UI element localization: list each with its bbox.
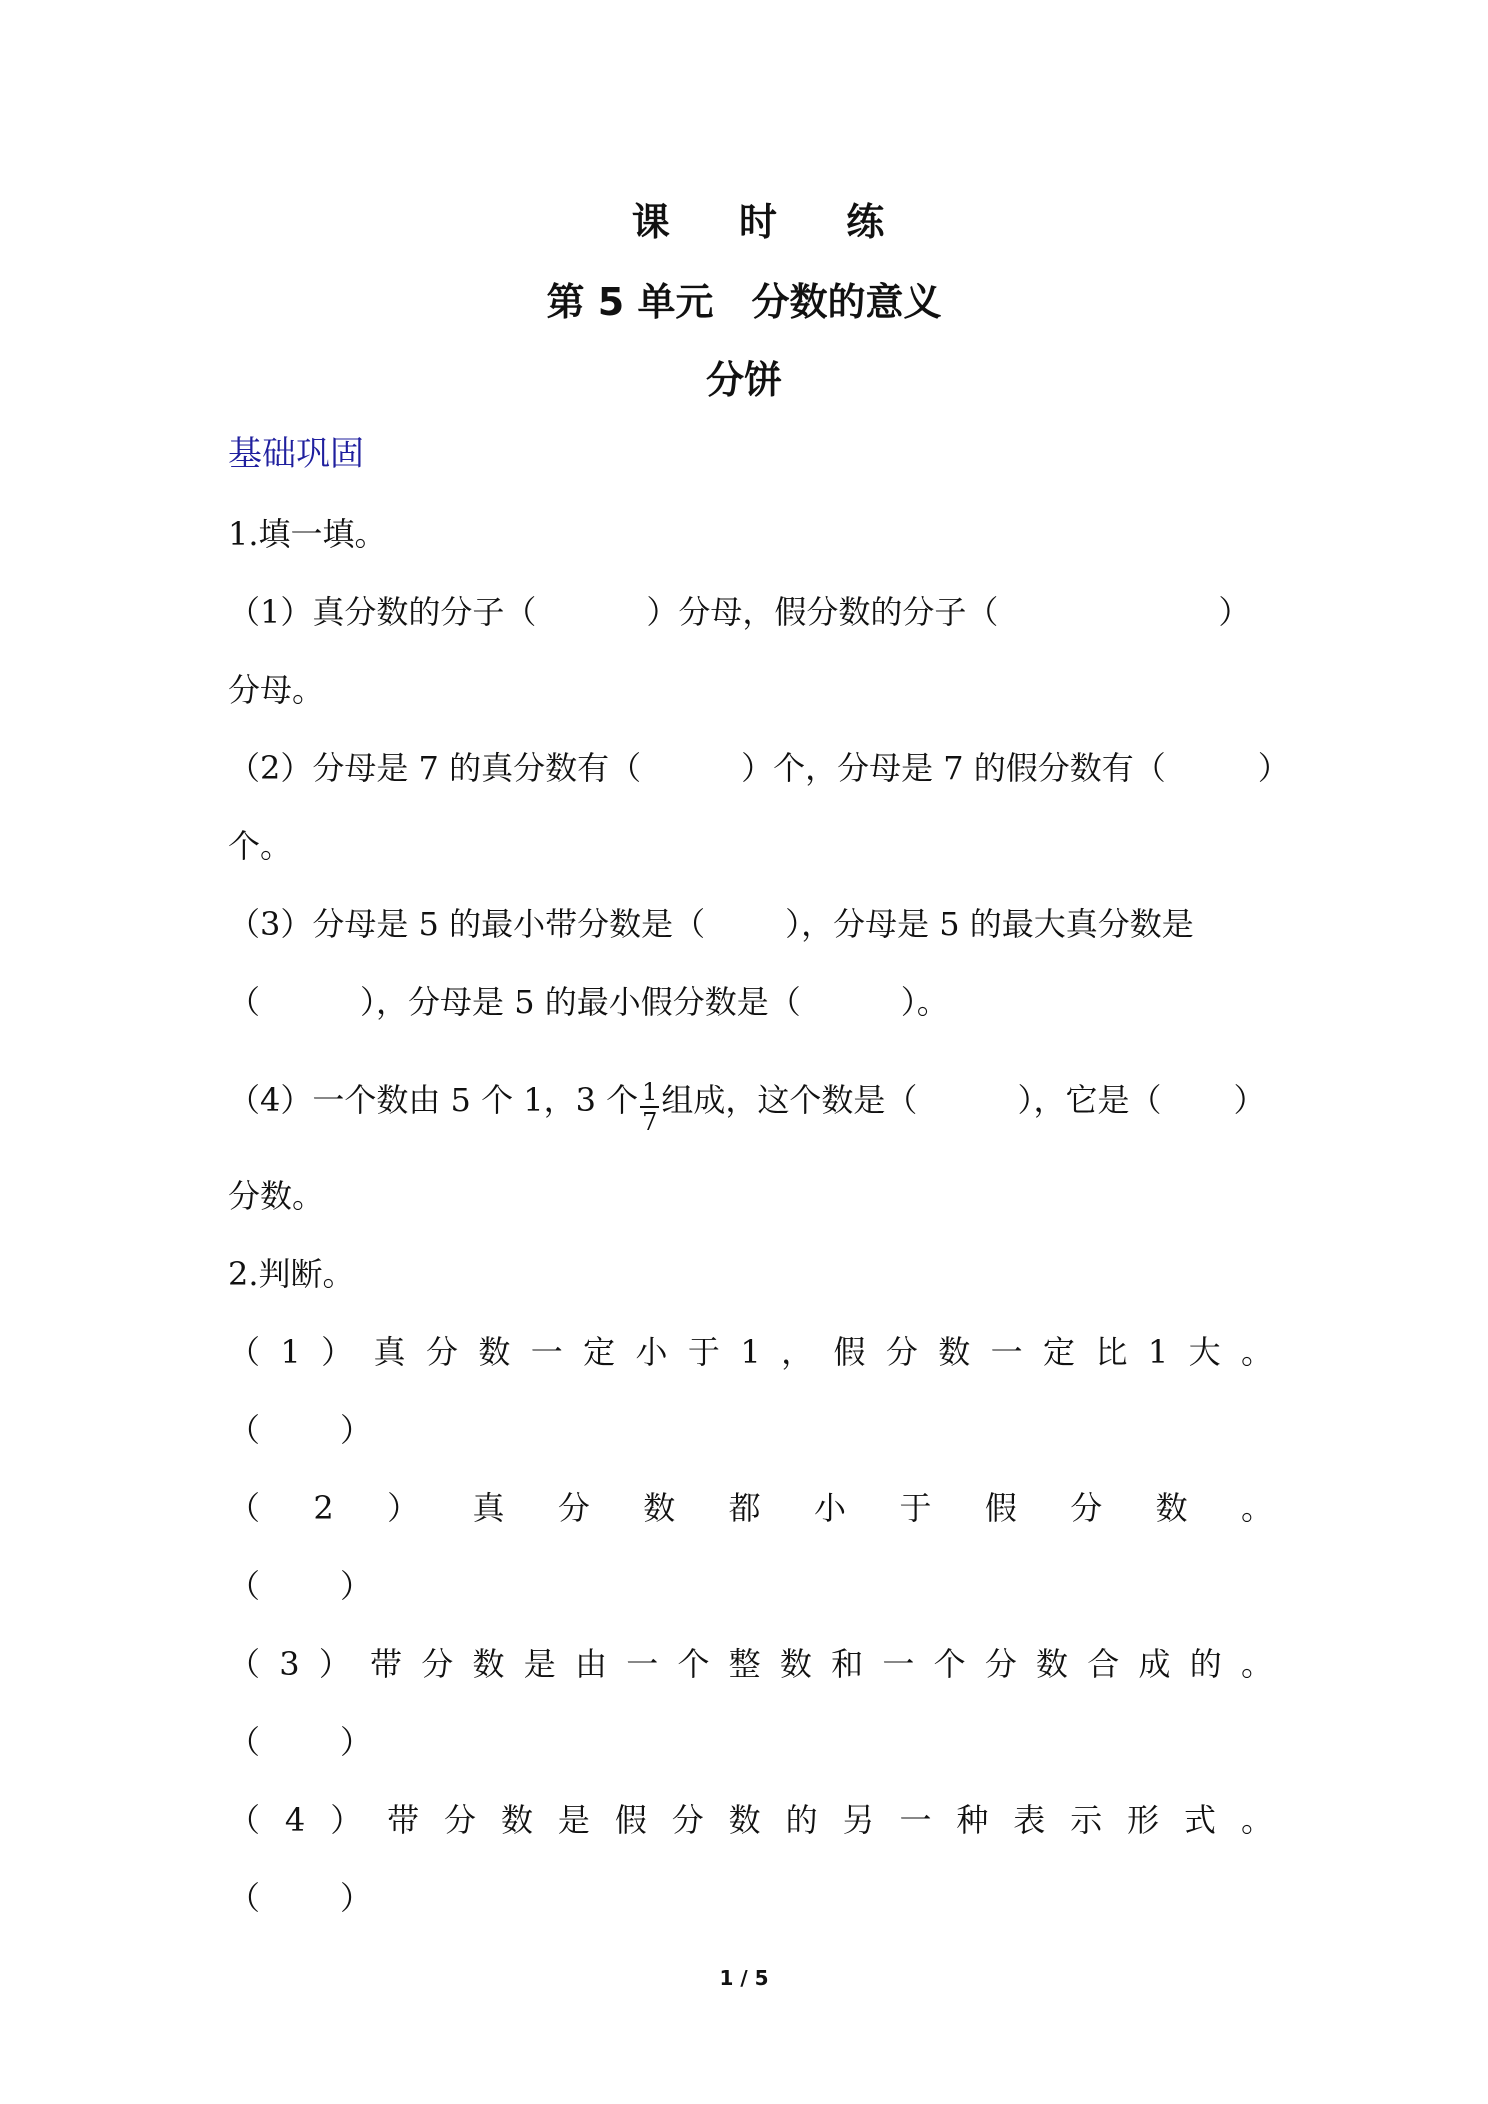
q1-item-4-line-2: 分数。	[228, 1177, 325, 1215]
q1-item-3-text-e: ）。	[900, 983, 949, 1021]
answer-paren-open: （	[228, 1879, 261, 1917]
q1-item-1-line-2: 分母。	[228, 671, 325, 709]
q1-item-1-line-1	[228, 590, 1273, 634]
fraction-denominator: 7	[642, 1107, 658, 1136]
q2-statement-2: （2）真分数都小于假分数。	[228, 1489, 1273, 1527]
q1-item-2-line-2: 个。	[228, 827, 293, 865]
fraction-one-seventh	[640, 1078, 659, 1136]
q2-statement-4: （4）带分数是假分数的另一种表示形式。	[228, 1801, 1273, 1839]
q1-item-1-text-a: （1）真分数的分子（	[228, 593, 537, 631]
section-label: 基础巩固	[228, 434, 364, 474]
page-number: 1 / 5	[719, 1966, 769, 1990]
q1-item-4-text-c: ），它是（	[1017, 1081, 1162, 1119]
q1-item-3-line-1	[228, 902, 1273, 946]
answer-paren-close: ）	[340, 1411, 373, 1449]
answer-paren-open: （	[228, 1411, 261, 1449]
q1-item-2-text-a: （2）分母是 7 的真分数有（	[228, 749, 642, 787]
answer-paren-close: ）	[340, 1879, 373, 1917]
q2-answer-3[interactable]	[228, 1720, 1273, 1764]
q2-heading: 2.判断。	[228, 1255, 355, 1293]
q1-item-4-text-b: 组成，这个数是（	[661, 1081, 918, 1119]
unit-title: 第 5 单元 分数的意义	[546, 280, 942, 324]
answer-paren-close: ）	[340, 1723, 373, 1761]
doc-title: 课 时 练	[631, 200, 913, 244]
lesson-title: 分饼	[705, 358, 782, 402]
fraction-numerator: 1	[642, 1077, 658, 1106]
q1-item-2-text-c: ）	[1257, 749, 1290, 787]
q1-item-3-text-b: ），分母是 5 的最大真分数是	[785, 905, 1194, 943]
q2-answer-1[interactable]	[228, 1408, 1273, 1452]
q2-statement-1: （1）真分数一定小于1，假分数一定比1大。	[228, 1333, 1273, 1371]
q1-item-4-text-a: （4）一个数由 5 个 1，3 个	[228, 1081, 639, 1119]
q1-item-2-text-b: ）个，分母是 7 的假分数有（	[741, 749, 1166, 787]
q2-answer-4[interactable]	[228, 1876, 1273, 1920]
q1-item-4-line-1	[228, 1070, 1273, 1136]
q1-item-1-text-b: ）分母，假分数的分子（	[646, 593, 999, 631]
q1-item-3-text-c: （	[228, 983, 261, 1021]
q1-heading: 1.填一填。	[228, 515, 387, 553]
answer-paren-close: ）	[340, 1567, 373, 1605]
q1-item-2-line-1	[228, 746, 1290, 790]
q1-item-1-text-c: ）	[1218, 593, 1251, 631]
answer-paren-open: （	[228, 1723, 261, 1761]
q1-item-3-text-d: ），分母是 5 的最小假分数是（	[360, 983, 801, 1021]
answer-paren-open: （	[228, 1567, 261, 1605]
q1-item-3-line-2	[228, 980, 1273, 1024]
q1-item-4-text-d: ）	[1233, 1081, 1266, 1119]
q1-item-3-text-a: （3）分母是 5 的最小带分数是（	[228, 905, 706, 943]
q2-answer-2[interactable]	[228, 1564, 1273, 1608]
q2-statement-3: （3）带分数是由一个整数和一个分数合成的。	[228, 1645, 1273, 1683]
